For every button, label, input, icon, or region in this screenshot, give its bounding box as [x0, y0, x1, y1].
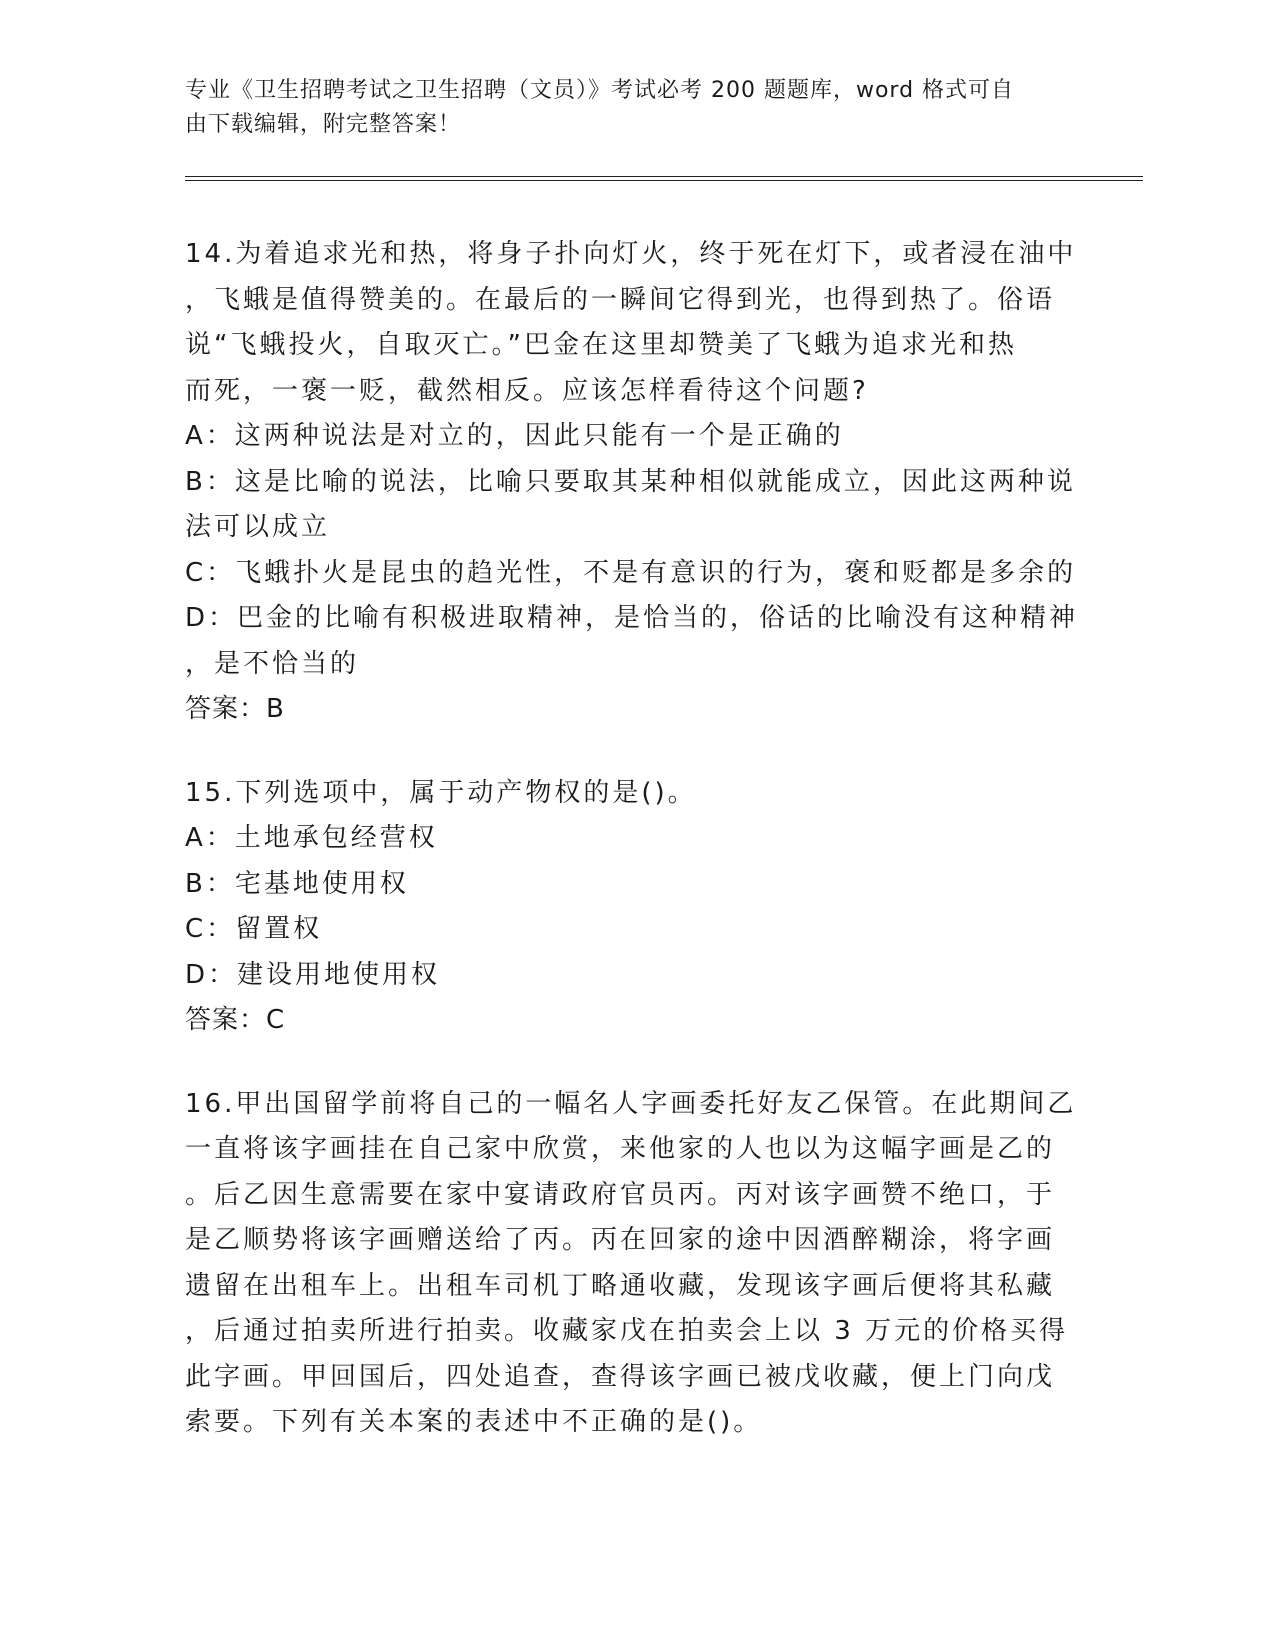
question-text-line: 。后乙因生意需要在家中宴请政府官员丙。丙对该字画赞不绝口，于 — [185, 1179, 1056, 1210]
question-text-line: ，后通过拍卖所进行拍卖。收藏家戊在拍卖会上以 3 万元的价格买得 — [185, 1316, 1069, 1346]
question-text-line: 是乙顺势将该字画赠送给了丙。丙在回家的途中因酒醉糊涂，将字画 — [185, 1225, 1056, 1255]
question-15 — [185, 771, 1085, 1044]
question-text-line: 16.甲出国留学前将自己的一幅名人字画委托好友乙保管。在此期间乙 — [185, 1088, 1077, 1119]
option-d-continued: ，是不恰当的 — [185, 648, 360, 679]
document-header: 专业《卫生招聘考试之卫生招聘（文员）》考试必考 200 题题库，word 格式可自 由下载编辑，附完整答案！ — [185, 78, 1015, 137]
option-b: B：宅基地使用权 — [185, 868, 409, 899]
question-text-line: 遗留在出租车上。出租车司机丁略通收藏，发现该字画后便将其私藏 — [185, 1270, 1056, 1301]
header-rule-bottom — [185, 180, 1143, 181]
answer-label: 答案：B — [185, 694, 285, 724]
question-text-line: ，飞蛾是值得赞美的。在最后的一瞬间它得到光，也得到热了。俗语 — [185, 284, 1056, 315]
question-text-line: 14.为着追求光和热，将身子扑向灯火，终于死在灯下，或者浸在油中 — [185, 239, 1077, 269]
header-rule-top — [185, 176, 1143, 177]
option-d: D：巴金的比喻有积极进取精神，是恰当的，俗话的比喻没有这种精神 — [185, 603, 1079, 633]
option-a: A：土地承包经营权 — [185, 823, 438, 853]
question-14 — [185, 232, 1085, 733]
option-b-continued: 法可以成立 — [185, 512, 331, 542]
option-d: D：建设用地使用权 — [185, 959, 441, 990]
option-c: C：飞蛾扑火是昆虫的趋光性，不是有意识的行为，褒和贬都是多余的 — [185, 557, 1077, 588]
question-text-line: 而死，一褒一贬，截然相反。应该怎样看待这个问题? — [185, 375, 869, 406]
question-text-line: 索要。下列有关本案的表述中不正确的是()。 — [185, 1407, 763, 1437]
question-text-line: 15.下列选项中，属于动产物权的是()。 — [185, 777, 697, 808]
answer-label: 答案：C — [185, 1005, 286, 1035]
option-a: A：这两种说法是对立的，因此只能有一个是正确的 — [185, 421, 844, 451]
question-text-line: 此字画。甲回国后，四处追查，查得该字画已被戊收藏，便上门向戊 — [185, 1361, 1056, 1392]
option-b: B：这是比喻的说法，比喻只要取其某种相似就能成立，因此这两种说 — [185, 466, 1076, 497]
option-c: C：留置权 — [185, 914, 323, 944]
question-text-line: 一直将该字画挂在自己家中欣赏，来他家的人也以为这幅字画是乙的 — [185, 1134, 1056, 1164]
question-16 — [185, 1082, 1085, 1446]
question-list — [185, 232, 1085, 1484]
question-text-line: 说“飞蛾投火，自取灭亡。”巴金在这里却赞美了飞蛾为追求光和热 — [185, 330, 1017, 360]
